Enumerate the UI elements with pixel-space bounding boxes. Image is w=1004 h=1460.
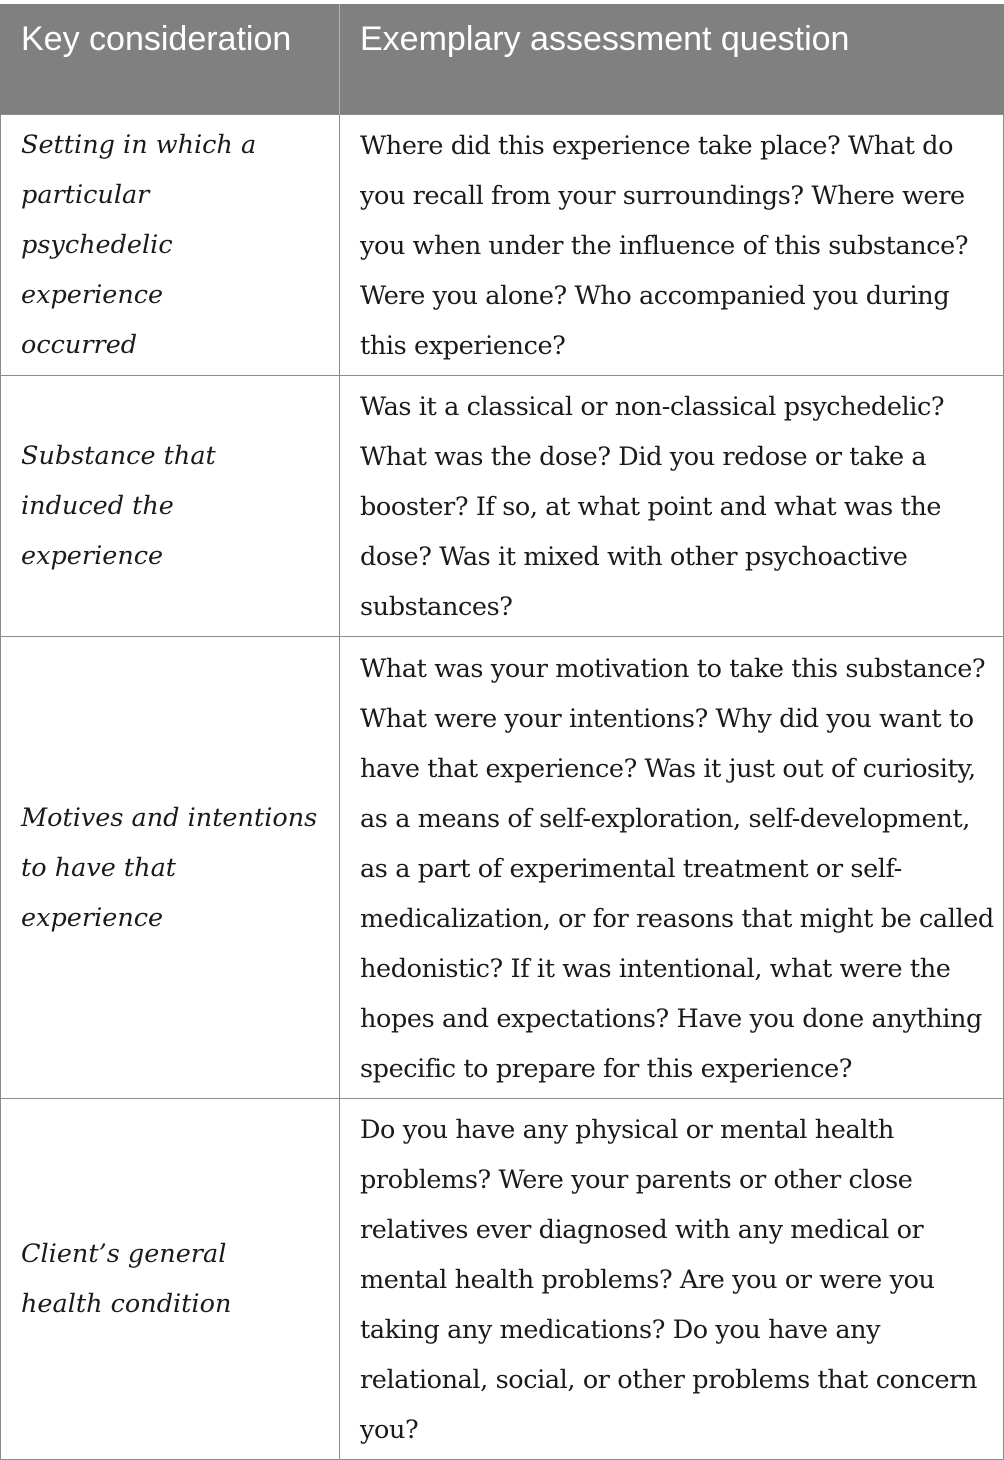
question-cell: Do you have any physical or mental health problems? Were your parents or other close relatives ever diagnosed with any medical or mental health problems? Are you or were you taking any medications? Do you have any relational, social, or other problems that concern you? (340, 1099, 1004, 1460)
table-body (1, 115, 1004, 1460)
consideration-cell: Client’s general health condition (1, 1099, 340, 1460)
consideration-cell: Setting in which a particular psychedelic experience occurred (1, 115, 340, 376)
header-key-consideration: Key consideration (1, 4, 340, 115)
consideration-cell: Motives and intentions to have that experience (1, 637, 340, 1099)
table-header (1, 4, 1004, 115)
table-row (1, 1099, 1004, 1460)
table-row (1, 376, 1004, 637)
consideration-cell: Substance that induced the experience (1, 376, 340, 637)
question-cell: What was your motivation to take this substance? What were your intentions? Why did you want to have that experience? Was it just out of curiosity, as a means of self-exploration, self-development, as a part of experimental treatment or self-medicalization, or for reasons that might be called hedonistic? If it was intentional, what were the hopes and expectations? Have you done anything specific to prepare for this experience? (340, 637, 1004, 1099)
table-row (1, 115, 1004, 376)
table-row (1, 637, 1004, 1099)
question-cell: Was it a classical or non-classical psychedelic? What was the dose? Did you redose or take a booster? If so, at what point and what was the dose? Was it mixed with other psychoactive substances? (340, 376, 1004, 637)
question-cell: Where did this experience take place? What do you recall from your surroundings? Where were you when under the influence of this substance? Were you alone? Who accompanied you during this experience? (340, 115, 1004, 376)
header-row (1, 4, 1004, 115)
header-exemplary-question: Exemplary assessment question (340, 4, 1004, 115)
assessment-table (0, 4, 1004, 1460)
